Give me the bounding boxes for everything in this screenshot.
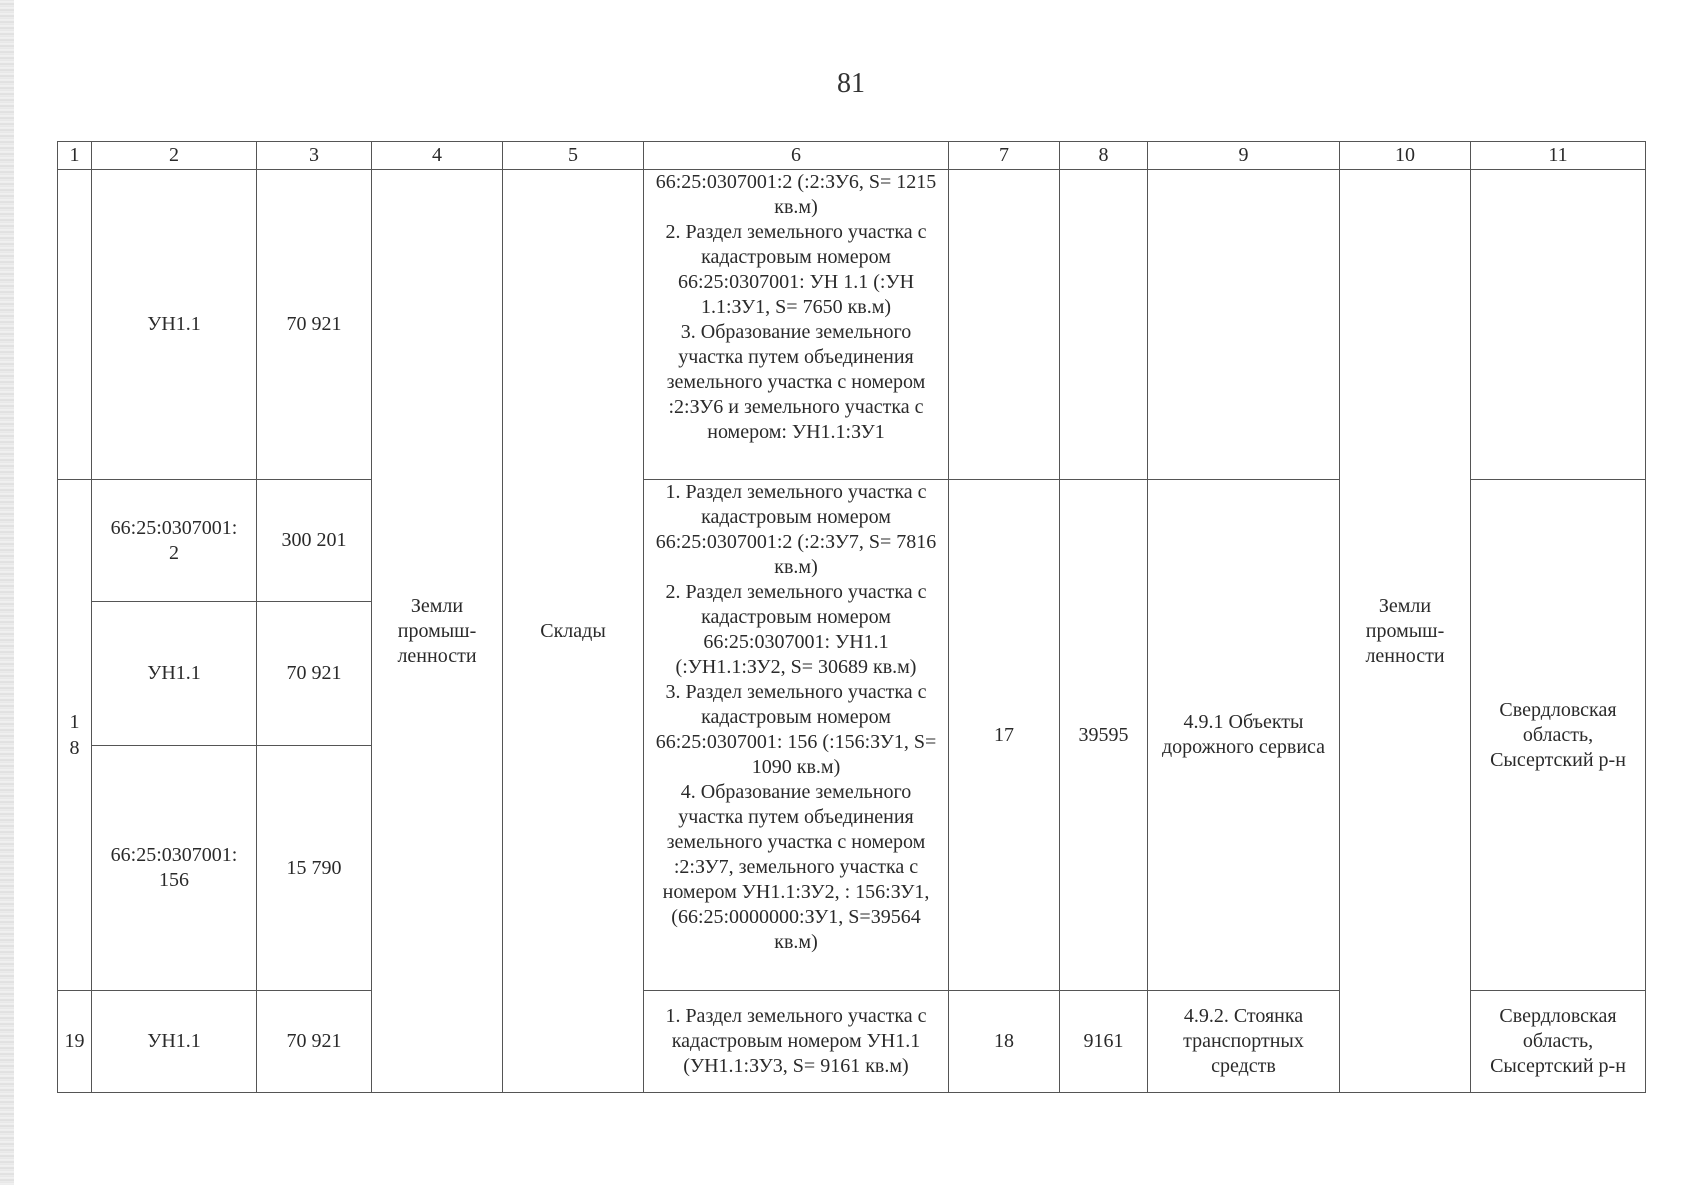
column-header: 9	[1148, 142, 1340, 170]
header-row	[58, 142, 1646, 170]
new-permitted-use-cell: 4.9.2. Стоянка транспортных средств	[1148, 991, 1340, 1093]
column-header: 10	[1340, 142, 1471, 170]
new-plot-number-cell	[949, 170, 1060, 480]
plot-area-cell: 300 201	[257, 480, 372, 602]
location-cell: Свердловская область, Сысертский р-н	[1471, 991, 1646, 1093]
plot-id-cell: УН1.1	[92, 991, 257, 1093]
new-plot-area-cell	[1060, 170, 1148, 480]
operations-cell: 66:25:0307001:2 (:2:ЗУ6, S= 1215 кв.м) 2. Раздел земельного участка с кадастровым номером 66:25:0307001: УН 1.1 (:УН 1.1:ЗУ1, S= 7650 кв.м) 3. Образование земельного участка путем объединения земельного участка с номером :2:ЗУ6 и земельного участка с номером: УН1.1:ЗУ1	[644, 170, 949, 480]
column-header: 5	[503, 142, 644, 170]
table-row-continuation	[58, 170, 1646, 480]
permitted-use-cell: Склады	[503, 170, 644, 1093]
plot-area-cell: 15 790	[257, 746, 372, 991]
new-permitted-use-cell	[1148, 170, 1340, 480]
plot-id-cell: 66:25:0307001: 156	[92, 746, 257, 991]
page-number: 81	[837, 68, 865, 99]
plot-id-cell: 66:25:0307001: 2	[92, 480, 257, 602]
column-header: 11	[1471, 142, 1646, 170]
column-header: 6	[644, 142, 949, 170]
plot-area-cell: 70 921	[257, 602, 372, 746]
new-land-category-cell: Земли промыш-ленности	[1340, 170, 1471, 1093]
plot-area-cell: 70 921	[257, 991, 372, 1093]
column-header: 2	[92, 142, 257, 170]
operations-cell: 1. Раздел земельного участка с кадастровым номером 66:25:0307001:2 (:2:ЗУ7, S= 7816 кв.м) 2. Раздел земельного участка с кадастровым номером 66:25:0307001: УН1.1 (:УН1.1:ЗУ2, S= 30689 кв.м) 3. Раздел земельного участка с кадастровым номером 66:25:0307001: 156 (:156:ЗУ1, S= 1090 кв.м) 4. Образование земельного участка путем объединения земельного участка с номером :2:ЗУ7, земельного участка с номером УН1.1:ЗУ2, : 156:ЗУ1, (66:25:0000000:ЗУ1, S=39564 кв.м)	[644, 480, 949, 991]
row-number-cell: 19	[58, 991, 92, 1093]
column-header: 8	[1060, 142, 1148, 170]
new-plot-area-cell: 9161	[1060, 991, 1148, 1093]
plot-area-cell: 70 921	[257, 170, 372, 480]
location-cell	[1471, 170, 1646, 480]
scan-edge	[0, 0, 14, 1185]
operations-cell: 1. Раздел земельного участка с кадастровым номером УН1.1 (УН1.1:ЗУ3, S= 9161 кв.м)	[644, 991, 949, 1093]
row-number-cell	[58, 170, 92, 480]
new-plot-number-cell: 18	[949, 991, 1060, 1093]
column-header: 1	[58, 142, 92, 170]
column-header: 3	[257, 142, 372, 170]
new-permitted-use-cell: 4.9.1 Объекты дорожного сервиса	[1148, 480, 1340, 991]
plot-id-cell: УН1.1	[92, 602, 257, 746]
land-category-cell: Земли промыш-ленности	[372, 170, 503, 1093]
plot-id-cell: УН1.1	[92, 170, 257, 480]
column-header: 7	[949, 142, 1060, 170]
location-cell: Свердловская область, Сысертский р-н	[1471, 480, 1646, 991]
row-number-cell: 1 8	[58, 480, 92, 991]
new-plot-area-cell: 39595	[1060, 480, 1148, 991]
land-plot-table	[57, 141, 1646, 1093]
column-header: 4	[372, 142, 503, 170]
new-plot-number-cell: 17	[949, 480, 1060, 991]
